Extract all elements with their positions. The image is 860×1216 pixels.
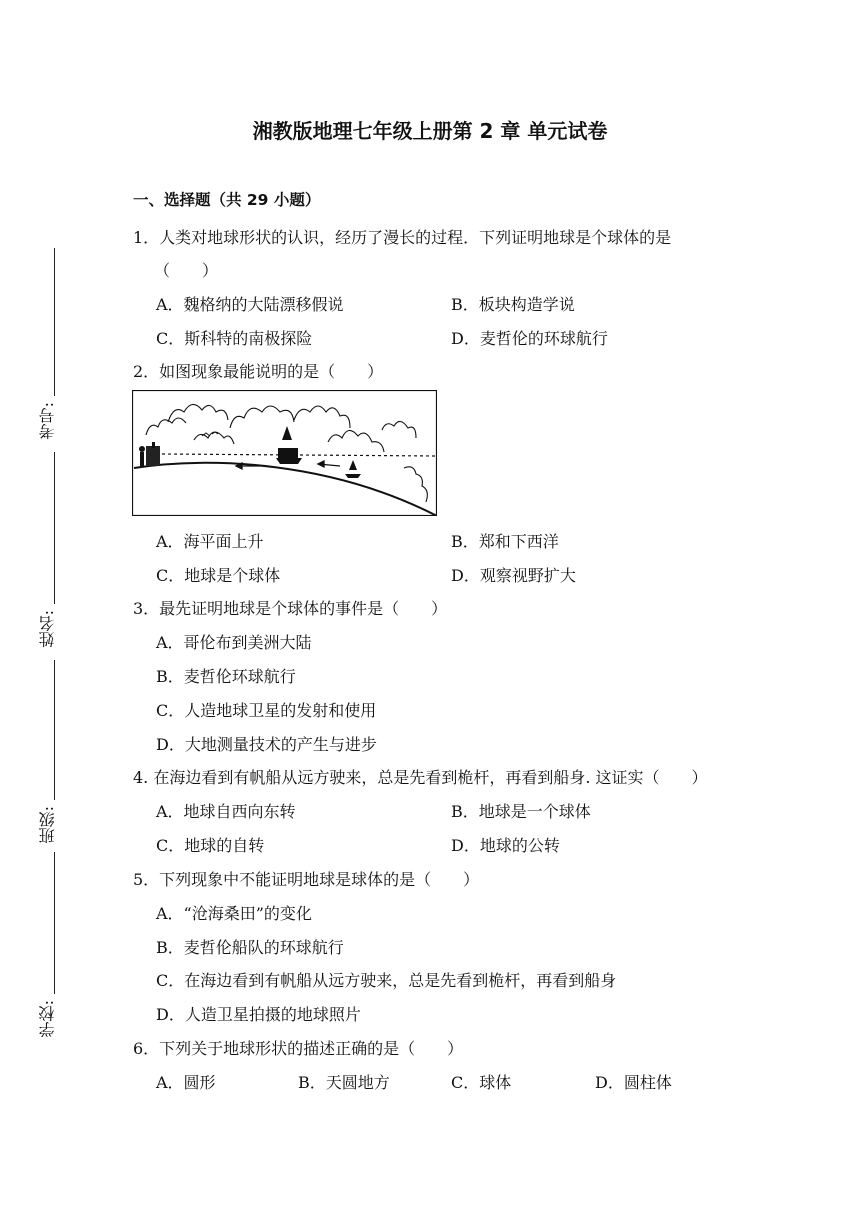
question-5-option-c: C．在海边看到有帆船从远方驶来，总是先看到桅杆，再看到船身: [156, 971, 617, 990]
question-3-option-c: C．人造地球卫星的发射和使用: [156, 701, 377, 720]
question-5-option-d: D．人造卫星拍摄的地球照片: [156, 1005, 361, 1024]
name-label: 姓名:: [38, 610, 57, 648]
question-1-option-d: D．麦哲伦的环球航行: [451, 329, 608, 348]
ship-horizon-figure: [132, 390, 437, 516]
question-6-option-d: D．圆柱体: [595, 1073, 672, 1092]
section-heading: 一、选择题（共 29 小题）: [133, 191, 321, 209]
question-4-stem: 4. 在海边看到有帆船从远方驶来，总是先看到桅杆，再看到船身. 这证实（ ）: [133, 768, 708, 787]
question-1-option-c: C．斯科特的南极探险: [156, 329, 313, 348]
question-5-stem: 5．下列现象中不能证明地球是球体的是（ ）: [133, 870, 480, 889]
question-2-option-c: C．地球是个球体: [156, 566, 281, 585]
question-1-option-a: A．魏格纳的大陆漂移假说: [156, 295, 344, 314]
question-6-option-b: B．天圆地方: [298, 1073, 390, 1092]
exam-no-label: 考号:: [38, 402, 57, 440]
question-1-stem-cont: （ ）: [154, 261, 219, 280]
question-2-option-a: A．海平面上升: [156, 532, 264, 551]
question-3-option-b: B．麦哲伦环球航行: [156, 667, 296, 686]
question-2-option-d: D．观察视野扩大: [451, 566, 576, 585]
question-5-option-a: A．“沧海桑田”的变化: [156, 904, 312, 923]
question-4-option-d: D．地球的公转: [451, 836, 560, 855]
question-3-option-d: D．大地测量技术的产生与进步: [156, 735, 377, 754]
question-6-option-c: C．球体: [451, 1073, 512, 1092]
school-label: 学校:: [38, 1000, 57, 1038]
binding-line-exam-no: [54, 248, 55, 396]
question-4-option-b: B．地球是一个球体: [451, 802, 591, 821]
question-3-stem: 3．最先证明地球是个球体的事件是（ ）: [133, 599, 448, 618]
question-2-stem: 2．如图现象最能说明的是（ ）: [133, 362, 384, 381]
binding-line-name: [54, 452, 55, 604]
question-5-option-b: B．麦哲伦船队的环球航行: [156, 938, 344, 957]
question-1-stem: 1．人类对地球形状的认识，经历了漫长的过程．下列证明地球是个球体的是: [133, 228, 672, 247]
binding-line-school: [54, 852, 55, 994]
question-1-option-b: B．板块构造学说: [451, 295, 575, 314]
class-label: 班级:: [38, 806, 57, 844]
question-4-option-c: C．地球的自转: [156, 836, 265, 855]
binding-line-class: [54, 660, 55, 800]
question-4-option-a: A．地球自西向东转: [156, 802, 296, 821]
question-6-option-a: A．圆形: [156, 1073, 216, 1092]
page-title: 湘教版地理七年级上册第 2 章 单元试卷: [252, 119, 608, 143]
question-6-stem: 6．下列关于地球形状的描述正确的是（ ）: [133, 1039, 464, 1058]
question-3-option-a: A．哥伦布到美洲大陆: [156, 633, 312, 652]
question-2-option-b: B．郑和下西洋: [451, 532, 559, 551]
